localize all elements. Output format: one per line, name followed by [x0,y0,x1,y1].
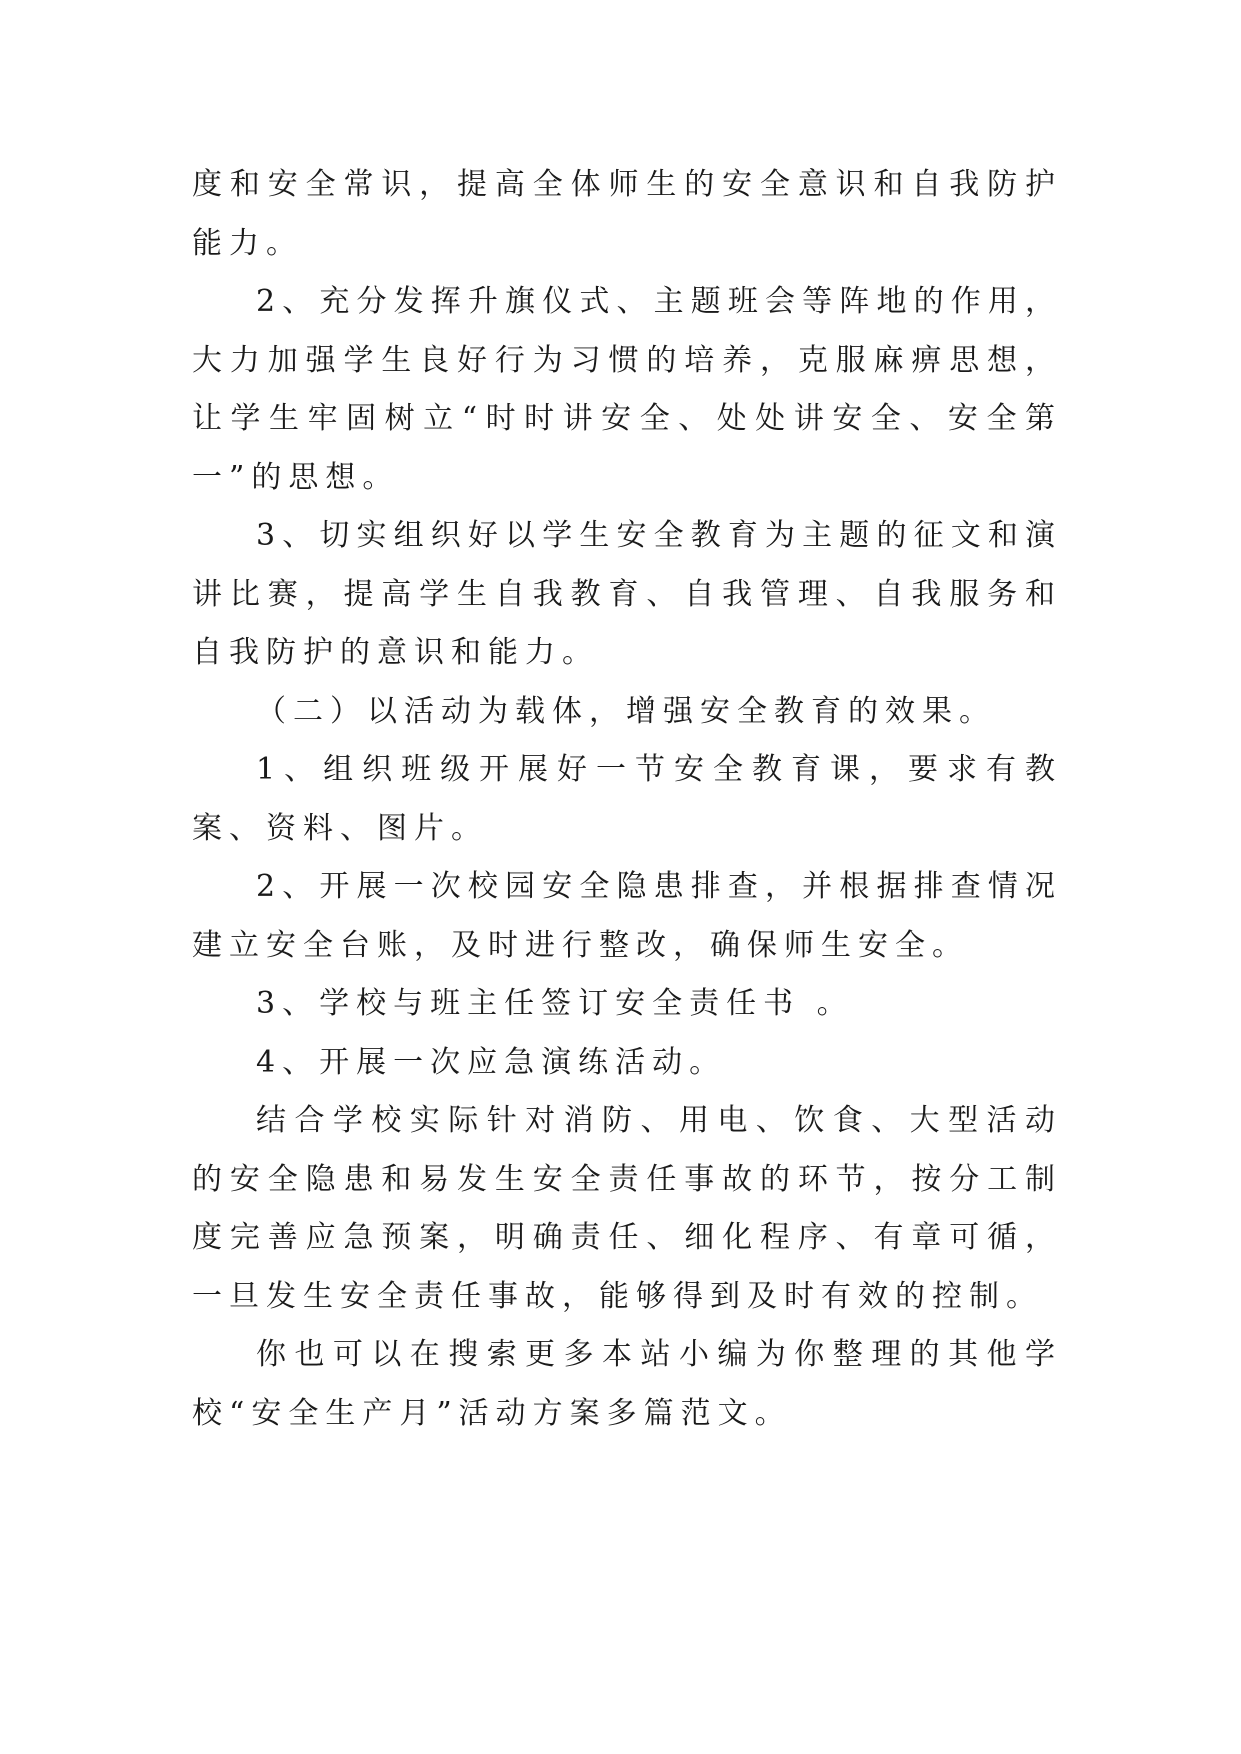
paragraph-item-1-safety-class: 1、组织班级开展好一节安全教育课，要求有教案、资料、图片。 [192,752,1062,846]
paragraph-emergency-plan: 结合学校实际针对消防、用电、饮食、大型活动的安全隐患和易发生安全责任事故的环节，按分工制度完善应急预案，明确责任、细化程序、有章可循，一旦发生安全责任事故，能够得到及时有效的控制。 [192,1103,1062,1314]
section-heading-activities: （二）以活动为载体，增强安全教育的效果。 [256,693,996,729]
paragraph-item-4-emergency-drill: 4、开展一次应急演练活动。 [256,1044,727,1080]
paragraph-item-2-hazard-check: 2、开展一次校园安全隐患排查，并根据排查情况建立安全台账，及时进行整改，确保师生安全。 [192,869,1062,963]
paragraph-item-3-essay-contest: 3、切实组织好以学生安全教育为主题的征文和演讲比赛，提高学生自我教育、自我管理、自我服务和自我防护的意识和能力。 [192,518,1062,670]
paragraph-item-2-flag-ceremony: 2、充分发挥升旗仪式、主题班会等阵地的作用，大力加强学生良好行为习惯的培养，克服麻痹思想，让学生牢固树立“时时讲安全、处处讲安全、安全第一”的思想。 [192,284,1062,495]
document-body [192,156,1062,1443]
paragraph-item-3-responsibility: 3、学校与班主任签订安全责任书 。 [256,986,854,1021]
paragraph-continuation: 度和安全常识，提高全体师生的安全意识和自我防护能力。 [192,167,1062,261]
paragraph-closing-note: 你也可以在搜索更多本站小编为你整理的其他学校“安全生产月”活动方案多篇范文。 [192,1337,1062,1431]
